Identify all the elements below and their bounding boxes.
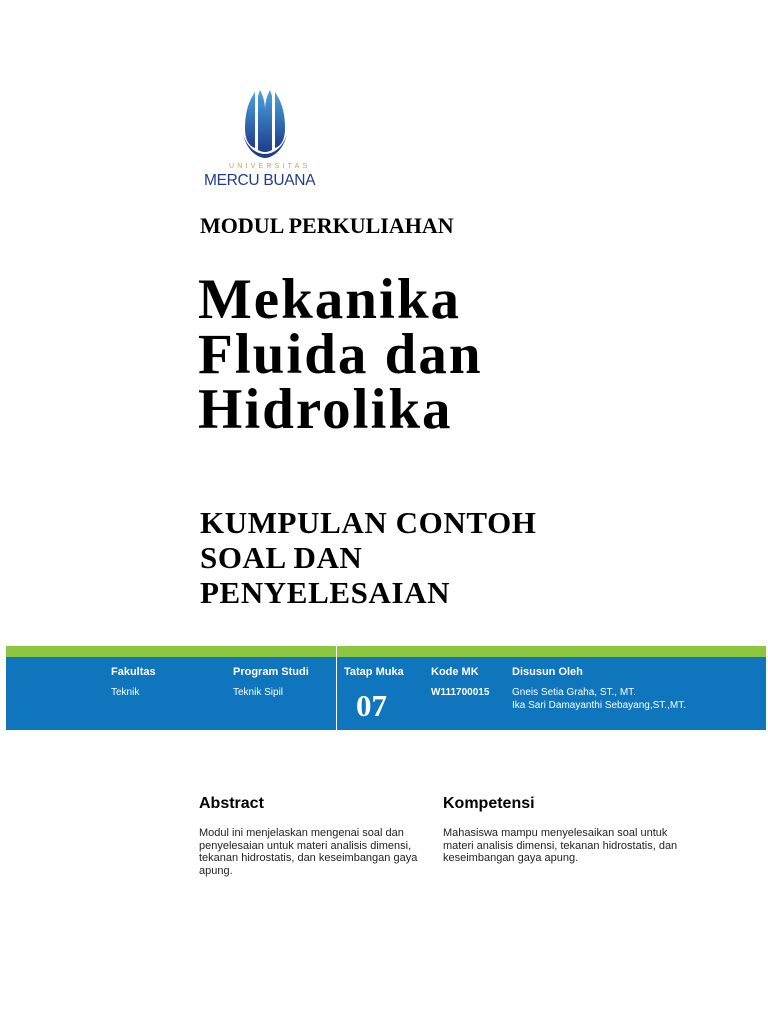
title-line: Hidrolika xyxy=(198,378,453,441)
document-subtitle xyxy=(200,505,537,610)
subtitle-line: SOAL DAN xyxy=(200,540,363,575)
kode-mk-label: Kode MK xyxy=(431,666,479,678)
kompetensi-heading: Kompetensi xyxy=(443,795,535,812)
abstract-heading: Abstract xyxy=(199,795,264,812)
fakultas-label: Fakultas xyxy=(111,666,156,678)
university-logo xyxy=(199,88,335,196)
kompetensi-text: Mahasiswa mampu menyelesaikan soal untuk materi analisis dimensi, tekanan hidrostatis, dan keseimbangan gaya apung. xyxy=(443,827,678,864)
logo-brand-text: MERCU BUANA xyxy=(204,172,316,189)
document-title xyxy=(198,268,483,441)
tatap-muka-value: 07 xyxy=(356,688,387,723)
abstract-text: Modul ini menjelaskan mengenai soal dan penyelesaian untuk materi analisis dimensi, tekanan hidrostatis, dan keseimbangan gaya apung. xyxy=(199,827,418,877)
modul-label: MODUL PERKULIAHAN xyxy=(200,213,454,238)
tatap-muka-label: Tatap Muka xyxy=(344,666,404,678)
info-band-accent xyxy=(6,646,766,657)
prodi-value: Teknik Sipil xyxy=(233,687,284,698)
info-band-divider xyxy=(336,646,337,730)
title-line: Fluida dan xyxy=(198,323,483,386)
logo-univ-text: UNIVERSITAS xyxy=(229,163,311,170)
author-1: Gneis Setia Graha, ST., MT. xyxy=(512,687,636,698)
prodi-label: Program Studi xyxy=(233,666,309,678)
title-line: Mekanika xyxy=(198,268,462,331)
kode-mk-value: W111700015 xyxy=(431,687,490,698)
mercu-buana-emblem-icon xyxy=(241,88,289,162)
fakultas-value: Teknik xyxy=(111,687,140,698)
subtitle-line: PENYELESAIAN xyxy=(200,575,451,610)
disusun-oleh-label: Disusun Oleh xyxy=(512,666,583,678)
subtitle-line: KUMPULAN CONTOH xyxy=(200,505,537,540)
author-2: Ika Sari Damayanthi Sebayang,ST.,MT. xyxy=(512,700,686,711)
